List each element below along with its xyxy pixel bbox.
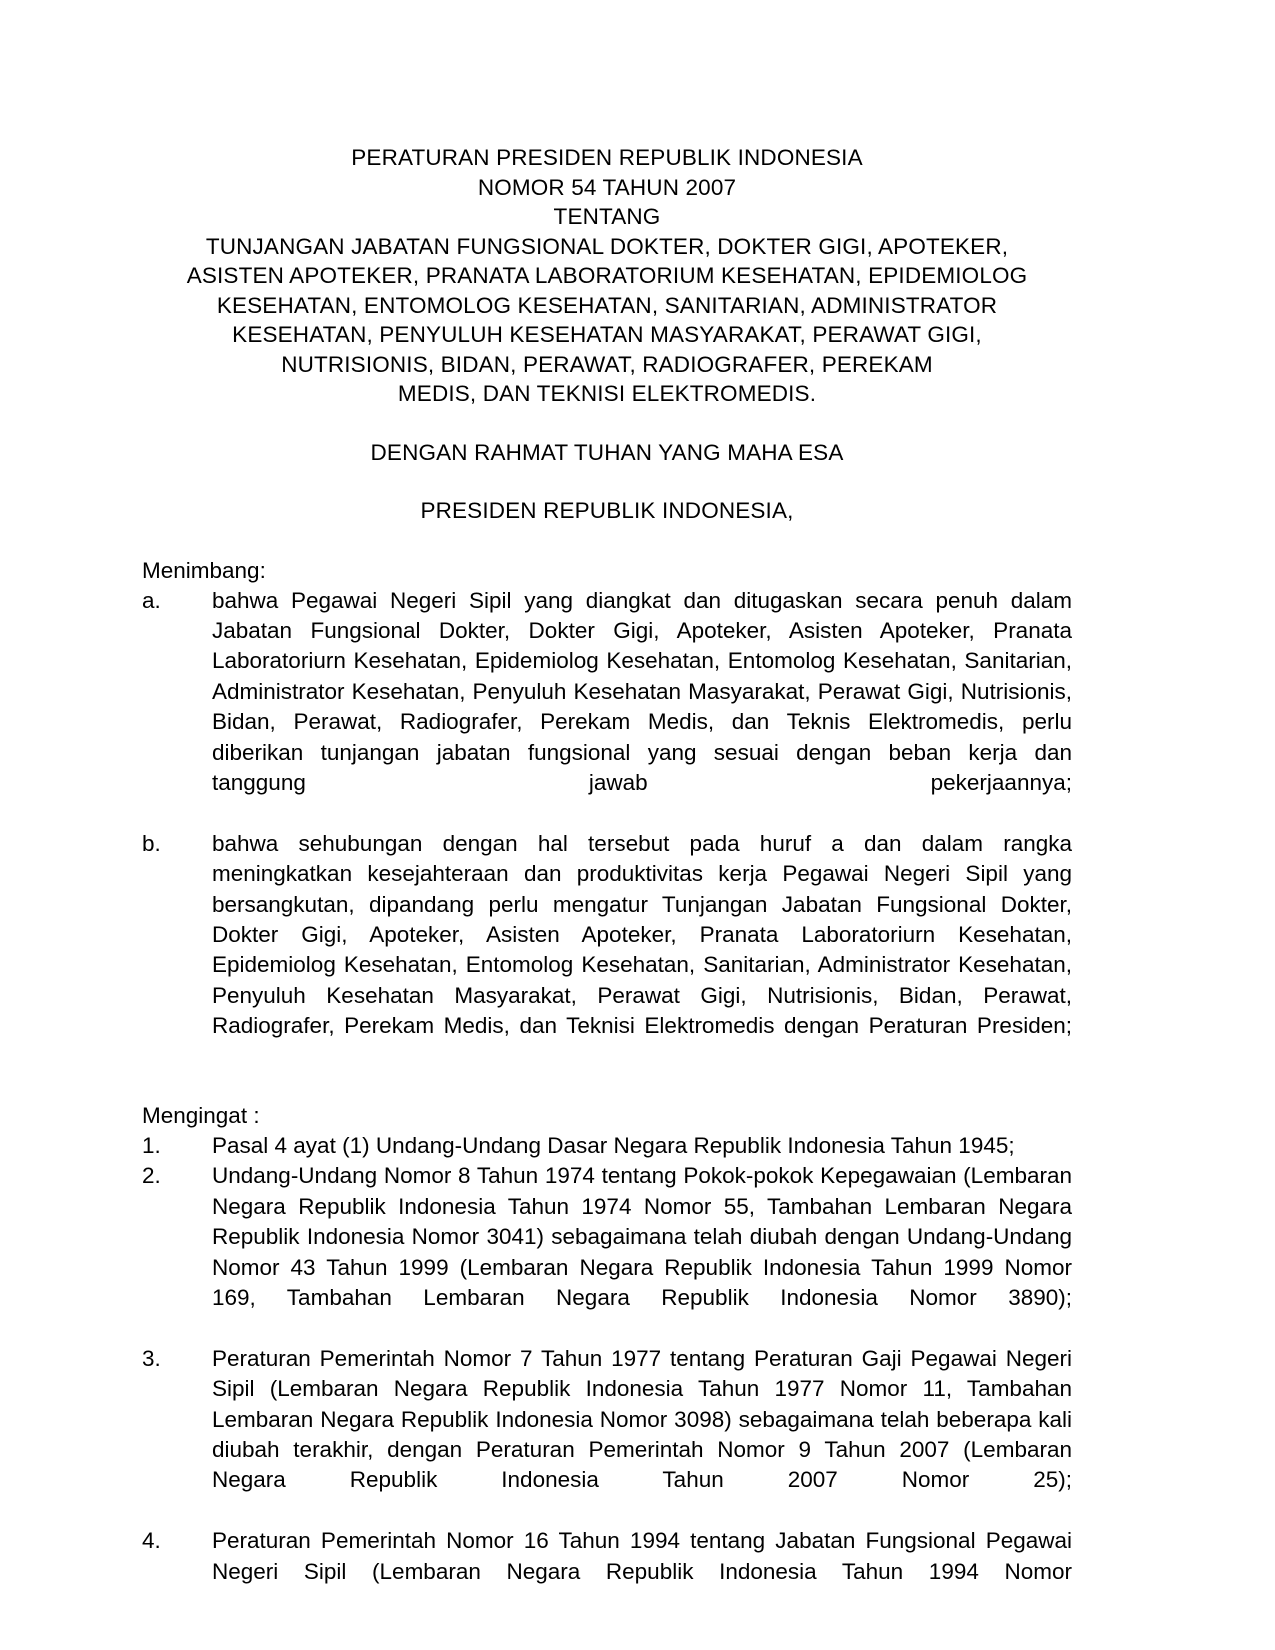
- recalling-item-3: [142, 1344, 1072, 1526]
- title-line-9: MEDIS, DAN TEKNISI ELEKTROMEDIS.: [397, 381, 817, 406]
- recalling-item-3-text: Peraturan Pemerintah Nomor 7 Tahun 1977 tentang Peraturan Gaji Pegawai Negeri Sipil (Lembaran Negara Republik Indonesia Tahun 1977 Nomor 11, Tambahan Lembaran Negara Republik Indonesia Nomor 3098) sebagaimana telah beberapa kali diubah terakhir, dengan Peraturan Pemerintah Nomor 9 Tahun 2007 (Lembaran Negara Republik Indonesia Tahun 2007 Nomor 25);: [212, 1345, 1072, 1493]
- title-line-4: TUNJANGAN JABATAN FUNGSIONAL DOKTER, DOKTER GIGI, APOTEKER,: [205, 233, 1009, 259]
- recalling-item-4-text: Peraturan Pemerintah Nomor 16 Tahun 1994 tentang Jabatan Fungsional Pegawai Negeri Sipil (Lembaran Negara Republik Indonesia Tahun 1994 Nomor: [212, 1528, 1072, 1584]
- recalling-label: Mengingat :: [142, 1103, 260, 1128]
- recalling-item-1-marker: 1.: [142, 1133, 161, 1158]
- title-line-6: KESEHATAN, ENTOMOLOG KESEHATAN, SANITARIAN, ADMINISTRATOR: [216, 292, 998, 318]
- considering-label: Menimbang:: [142, 557, 266, 583]
- recalling-item-1-text: Pasal 4 ayat (1) Undang-Undang Dasar Negara Republik Indonesia Tahun 1945;: [212, 1133, 1015, 1158]
- considering-list: [142, 586, 1072, 1073]
- recalling-item-2-text: Undang-Undang Nomor 8 Tahun 1974 tentang Pokok-pokok Kepegawaian (Lembaran Negara Republik Indonesia Tahun 1974 Nomor 55, Tambahan Lembaran Negara Republik Indonesia Nomor 3041) sebagaimana telah diubah dengan Undang-Undang Nomor 43 Tahun 1999 (Lembaran Negara Republik Indonesia Tahun 1999 Nomor 169, Tambahan Lembaran Negara Republik Indonesia Nomor 3890);: [212, 1163, 1072, 1311]
- considering-item-a-text: bahwa Pegawai Negeri Sipil yang diangkat dan ditugaskan secara penuh dalam Jabatan Fungsional Dokter, Dokter Gigi, Apoteker, Asisten Apoteker, Pranata Laboratoriurn Kesehatan, Epidemiolog Kesehatan, Entomolog Kesehatan, Sanitarian, Administrator Kesehatan, Penyuluh Kesehatan Masyarakat, Perawat Gigi, Nutrisionis, Bidan, Perawat, Radiografer, Perekam Medis, dan Teknis Elektromedis, perlu diberikan tunjangan jabatan fungsional yang sesuai dengan beban kerja dan tanggung jawab pekerjaannya;: [212, 587, 1072, 795]
- recalling-item-2: [142, 1161, 1072, 1343]
- spacer-before-issuer: [142, 467, 1072, 496]
- considering-item-a-marker: a.: [142, 587, 161, 613]
- document-title-block: [142, 143, 1072, 409]
- blessing-line: DENGAN RAHMAT TUHAN YANG MAHA ESA: [370, 439, 844, 465]
- title-line-2: NOMOR 54 TAHUN 2007: [477, 174, 737, 200]
- title-line-1: PERATURAN PRESIDEN REPUBLIK INDONESIA: [351, 145, 863, 170]
- considering-item-b-marker: b.: [142, 830, 161, 856]
- title-line-8: NUTRISIONIS, BIDAN, PERAWAT, RADIOGRAFER, PEREKAM: [281, 351, 933, 377]
- considering-item-b-text: bahwa sehubungan dengan hal tersebut pada huruf a dan dalam rangka meningkatkan kesejahteraan dan produktivitas kerja Pegawai Negeri Sipil yang bersangkutan, dipandang perlu mengatur Tunjangan Jabatan Fungsional Dokter, Dokter Gigi, Apoteker, Asisten Apoteker, Pranata Laboratoriurn Kesehatan, Epidemiolog Kesehatan, Entomolog Kesehatan, Sanitarian, Administrator Kesehatan, Penyuluh Kesehatan Masyarakat, Perawat Gigi, Nutrisionis, Bidan, Perawat, Radiografer, Perekam Medis, dan Teknisi Elektromedis dengan Peraturan Presiden;: [212, 830, 1072, 1039]
- recalling-list: [142, 1131, 1072, 1618]
- spacer-before-recalling: [142, 1072, 1072, 1101]
- considering-item-b: [142, 829, 1072, 1072]
- spacer-before-blessing: [142, 409, 1072, 438]
- recalling-item-1: [142, 1131, 1072, 1161]
- page-content: [142, 143, 1072, 1618]
- title-line-3: TENTANG: [553, 204, 661, 229]
- recalling-item-4-marker: 4.: [142, 1528, 161, 1554]
- title-line-5: ASISTEN APOTEKER, PRANATA LABORATORIUM KESEHATAN, EPIDEMIOLOG: [186, 263, 1028, 288]
- title-line-7: KESEHATAN, PENYULUH KESEHATAN MASYARAKAT, PERAWAT GIGI,: [232, 322, 982, 347]
- considering-item-a: [142, 586, 1072, 829]
- recalling-item-2-marker: 2.: [142, 1163, 161, 1189]
- recalling-item-3-marker: 3.: [142, 1345, 161, 1371]
- recalling-item-4: [142, 1526, 1072, 1617]
- spacer-before-considering: [142, 526, 1072, 556]
- issuer-line: PRESIDEN REPUBLIK INDONESIA,: [420, 498, 794, 523]
